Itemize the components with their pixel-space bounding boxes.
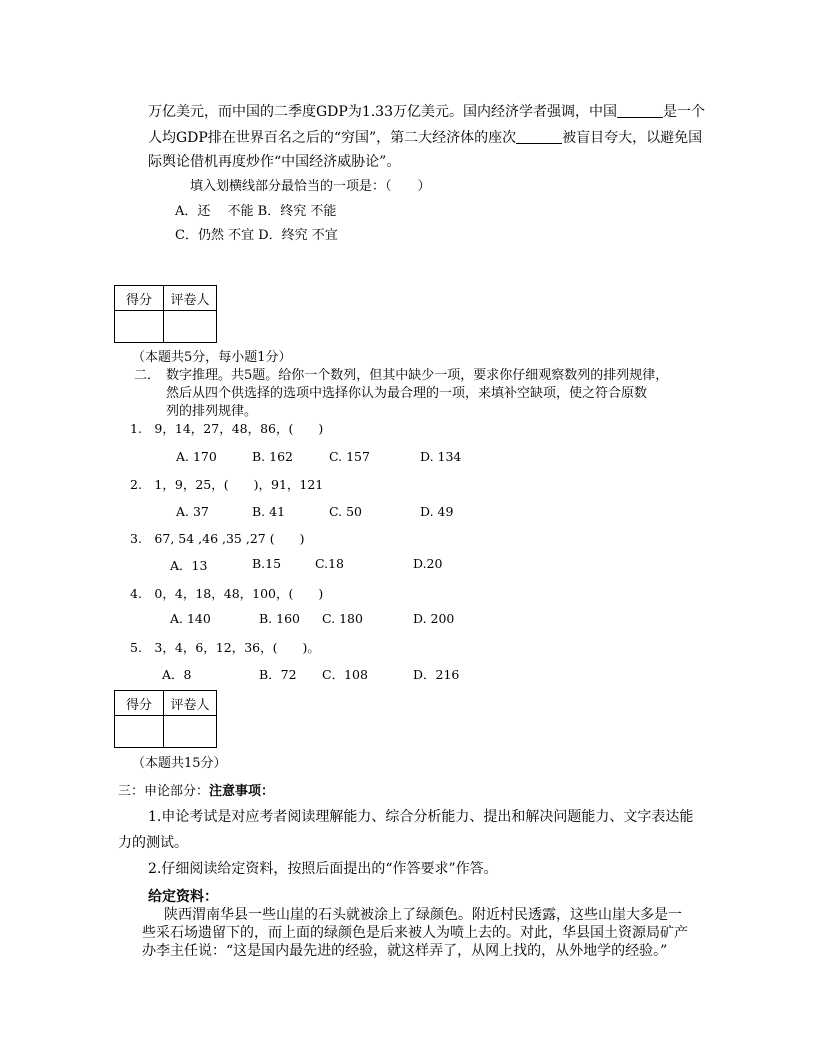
passage-line-3: 际舆论借机再度炒作“中国经济威胁论”。	[148, 154, 401, 170]
fill-blank-1	[617, 103, 663, 118]
question-prompt: 填入划横线部分最恰当的一项是：（ ）	[190, 179, 431, 194]
score-header: 得分	[115, 691, 164, 716]
option-c: C. 180	[322, 611, 363, 626]
score-header: 得分	[115, 286, 164, 311]
material-line-3: 办李主任说：“这是国内最先进的经验，就这样弄了，从网上找的，从外地学的经验。”	[142, 943, 668, 959]
option-b: B. 160	[259, 611, 300, 626]
option-d: D. 134	[420, 449, 462, 464]
score-cell	[115, 311, 164, 343]
option-a: A. 140	[170, 611, 211, 626]
section3-points-note: （本题共15分）	[132, 756, 227, 771]
passage-text: 是一个	[663, 104, 705, 120]
section2-points-note: （本题共5分，每小题1分）	[132, 350, 292, 365]
score-cell	[115, 716, 164, 748]
section2-desc-line-1: 数字推理。共5题。给你一个数列，但其中缺少一项，要求你仔细观察数列的排列规律，	[166, 368, 669, 383]
question-stem: 2. 1，9，25，( )，91，121	[130, 477, 324, 492]
instruction-2: 2.仔细阅读给定资料，按照后面提出的“作答要求”作答。	[148, 861, 498, 877]
option-d: D. 200	[413, 611, 455, 626]
section3-heading-title: 三：申论部分：	[118, 784, 210, 799]
grader-header: 评卷人	[164, 691, 217, 716]
passage-line-1	[148, 101, 705, 121]
section3-heading	[118, 780, 274, 799]
option-b: B. 41	[252, 504, 286, 519]
section2-desc-line-2: 然后从四个供选择的选项中选择你认为最合理的一项，来填补空缺项，使之符合原数	[166, 386, 648, 401]
option-d: D. 49	[420, 504, 454, 519]
grader-cell	[164, 716, 217, 748]
option-a: A. 170	[176, 449, 217, 464]
question-stem: 3. 67, 54 ,46 ,35 ,27 ( )	[130, 531, 305, 546]
section2-number: 二．	[134, 368, 161, 383]
option-d: D.20	[413, 556, 443, 571]
material-line-2: 些采石场遗留下的，而上面的绿颜色是后来被人为喷上去的。对此，华县国土资源局矿产	[142, 925, 688, 941]
options-ab: A．还 不能 B．终究 不能	[175, 204, 337, 219]
option-a: A. 37	[176, 504, 209, 519]
instruction-1-line-2: 力的测试。	[118, 835, 188, 851]
question-stem: 1. 9，14，27，48，86，( )	[130, 421, 324, 436]
option-b: B．72	[259, 667, 297, 682]
option-b: B. 162	[252, 449, 293, 464]
option-c: C. 50	[329, 504, 362, 519]
question-stem: 5. 3，4，6，12，36，( )。	[130, 640, 320, 655]
material-title: 给定资料：	[148, 889, 218, 905]
passage-text: 人均GDP排在世界百名之后的“穷国”，第二大经济体的座次	[148, 130, 517, 146]
score-box-2	[114, 690, 217, 748]
section2-desc-line-3: 列的排列规律。	[166, 404, 258, 419]
grader-header: 评卷人	[164, 286, 217, 311]
option-d: D．216	[413, 667, 460, 682]
option-a: A．8	[162, 667, 192, 682]
score-box-1	[114, 285, 217, 343]
question-stem: 4. 0，4，18，48，100，( )	[130, 586, 324, 601]
passage-text: 万亿美元，而中国的二季度GDP为1.33万亿美元。国内经济学者强调，中国	[148, 104, 617, 120]
option-c: C.18	[315, 556, 344, 571]
fill-blank-2	[516, 129, 562, 144]
option-c: C．108	[322, 667, 368, 682]
passage-line-2	[148, 127, 702, 147]
option-c: C. 157	[329, 449, 370, 464]
option-b: B.15	[252, 556, 282, 571]
grader-cell	[164, 311, 217, 343]
section3-heading-notice: 注意事项：	[209, 784, 275, 799]
option-a: A．13	[170, 558, 208, 573]
material-line-1: 陕西渭南华县一些山崖的石头就被涂上了绿颜色。附近村民透露，这些山崖大多是一	[164, 907, 682, 923]
instruction-1-line-1: 1.申论考试是对应考者阅读理解能力、综合分析能力、提出和解决问题能力、文字表达能	[148, 809, 694, 825]
options-cd: C．仍然 不宜 D．终究 不宜	[175, 228, 338, 243]
passage-text: 被盲目夸大，以避免国	[562, 130, 703, 146]
